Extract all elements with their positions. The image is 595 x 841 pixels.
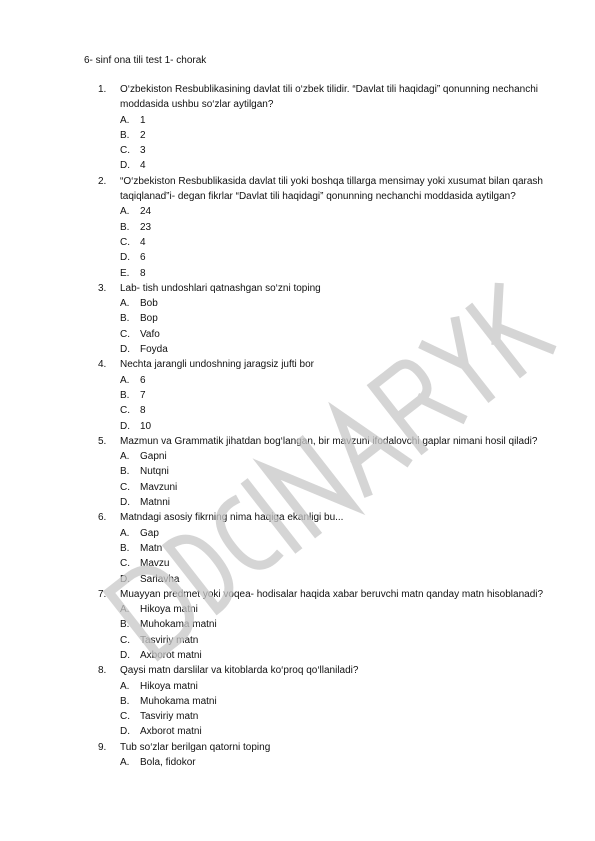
answer-option [120,158,554,173]
answer-option [120,235,554,250]
question-item [84,510,554,586]
answer-option [120,342,554,357]
option-letter: D. [120,160,130,172]
answer-option [120,709,554,724]
option-text: Gap [140,527,159,539]
question-item [84,663,554,739]
answer-option [120,373,554,388]
option-letter: C. [120,634,130,646]
option-text: 4 [140,160,146,172]
option-text: 23 [140,221,152,233]
option-text: Bola, fidokor [140,757,196,769]
question-item [84,434,554,510]
option-letter: C. [120,405,130,417]
option-text: 4 [140,236,146,248]
question-number: 2. [98,175,107,187]
answer-option [120,449,554,464]
question-number: 8. [98,665,107,677]
option-letter: D. [120,649,130,661]
answer-option [120,694,554,709]
option-text: Vafo [140,328,160,340]
option-letter: A. [120,114,130,126]
option-letter: B. [120,695,130,707]
answer-option [120,128,554,143]
answer-option [120,617,554,632]
answer-option [120,419,554,434]
answer-option [120,724,554,739]
option-text: Tasviriy matn [140,634,199,646]
option-text: 1 [140,114,146,126]
option-letter: D. [120,497,130,509]
option-letter: C. [120,145,130,157]
option-text: Axborot matni [140,649,202,661]
answer-option [120,464,554,479]
question-text: Lab- tish undoshlari qatnashgan so‘zni toping [120,282,321,294]
question-text: “O‘zbekiston Resbublikasida davlat tili yoki boshqa tillarga mensimay yoki xusumat bilan qarash taqiqlanad”i- degan fikrlar “Davlat tili haqidagi” qonunning nechanchi moddasida aytilgan? [120,175,543,203]
option-letter: C. [120,711,130,723]
answer-option [120,220,554,235]
option-letter: A. [120,298,130,310]
option-text: 7 [140,389,146,401]
option-text: Muhokama matni [140,695,217,707]
answer-options [120,204,554,280]
option-text: Hikoya matni [140,680,198,692]
answer-option [120,250,554,265]
question-number: 5. [98,435,107,447]
option-text: 6 [140,252,146,264]
question-number: 6. [98,512,107,524]
option-letter: A. [120,757,130,769]
option-text: Bob [140,298,158,310]
option-letter: C. [120,558,130,570]
question-number: 7. [98,588,107,600]
answer-option [120,572,554,587]
option-text: Bop [140,313,158,325]
option-text: Muhokama matni [140,619,217,631]
answer-option [120,296,554,311]
answer-option [120,495,554,510]
option-letter: D. [120,252,130,264]
option-letter: D. [120,344,130,356]
question-number: 3. [98,282,107,294]
answer-option [120,648,554,663]
option-text: 2 [140,129,146,141]
option-letter: D. [120,420,130,432]
answer-option [120,113,554,128]
option-letter: A. [120,451,130,463]
option-letter: A. [120,527,130,539]
option-text: Nutqni [140,466,169,478]
option-letter: A. [120,206,130,218]
option-text: 6 [140,374,146,386]
question-number: 4. [98,359,107,371]
answer-option [120,327,554,342]
option-letter: C. [120,481,130,493]
option-text: 24 [140,206,152,218]
question-item [84,174,554,281]
question-number: 1. [98,84,107,95]
question-text: O‘zbekiston Resbublikasining davlat tili o‘zbek tilidir. “Davlat tili haqidagi” qonunning nechanchi moddasida ushbu so‘zlar aytilgan? [120,84,539,111]
answer-option [120,755,554,770]
answer-options [120,526,554,587]
option-letter: D. [120,726,130,738]
option-letter: A. [120,680,130,692]
answer-option [120,143,554,158]
answer-option [120,403,554,418]
option-letter: A. [120,604,130,616]
option-text: Hikoya matni [140,604,198,616]
option-text: Foyda [140,344,168,356]
answer-option [120,556,554,571]
option-text: Mavzuni [140,481,178,493]
question-text: Matndagi asosiy fikrning nima haqiga ekanligi bu... [120,512,344,524]
document-title: 6- sinf ona tili test 1- chorak [84,55,207,66]
option-text: Sarlavha [140,573,180,585]
question-item [84,281,554,357]
option-text: 10 [140,420,152,432]
option-text: 3 [140,145,146,157]
answer-options [120,602,554,663]
option-letter: E. [120,267,130,279]
question-item [84,82,554,174]
answer-options [120,755,554,770]
answer-option [120,388,554,403]
question-text: Qaysi matn darslilar va kitoblarda ko‘proq qo‘llaniladi? [120,665,359,677]
option-letter: B. [120,389,130,401]
answer-option [120,266,554,281]
option-text: Gapni [140,451,167,463]
option-text: 8 [140,405,146,417]
option-letter: B. [120,619,130,631]
option-letter: B. [120,221,130,233]
answer-options [120,296,554,357]
option-text: Axborot matni [140,726,202,738]
option-letter: B. [120,466,130,478]
answer-option [120,480,554,495]
answer-options [120,113,554,174]
question-text: Nechta jarangli undoshning jaragsiz jufti bor [120,359,315,371]
question-list [84,82,554,770]
option-letter: D. [120,573,130,585]
option-text: Matn [140,542,163,554]
question-text: Muayyan predmet yoki voqea- hodisalar haqida xabar beruvchi matn qanday matn hisoblanadi? [120,588,544,600]
answer-option [120,602,554,617]
answer-option [120,633,554,648]
option-text: 8 [140,267,146,279]
option-text: Mavzu [140,558,170,570]
option-letter: C. [120,236,130,248]
answer-option [120,541,554,556]
answer-option [120,204,554,219]
question-number: 9. [98,741,107,753]
option-letter: C. [120,328,130,340]
answer-options [120,449,554,510]
answer-option [120,311,554,326]
option-letter: B. [120,542,130,554]
option-letter: B. [120,313,130,325]
question-item [84,587,554,663]
answer-option [120,679,554,694]
answer-options [120,373,554,434]
answer-option [120,526,554,541]
answer-options [120,679,554,740]
option-text: Tasviriy matn [140,711,199,723]
option-letter: B. [120,129,130,141]
question-item [84,740,554,771]
question-text: Tub so‘zlar berilgan qatorni toping [120,741,271,753]
question-item [84,357,554,433]
question-text: Mazmun va Grammatik jihatdan bog‘langan, bir mavzuni ifodalovchi gaplar nimani hosil qiladi? [120,435,538,447]
option-letter: A. [120,374,130,386]
option-text: Matnni [140,497,171,509]
